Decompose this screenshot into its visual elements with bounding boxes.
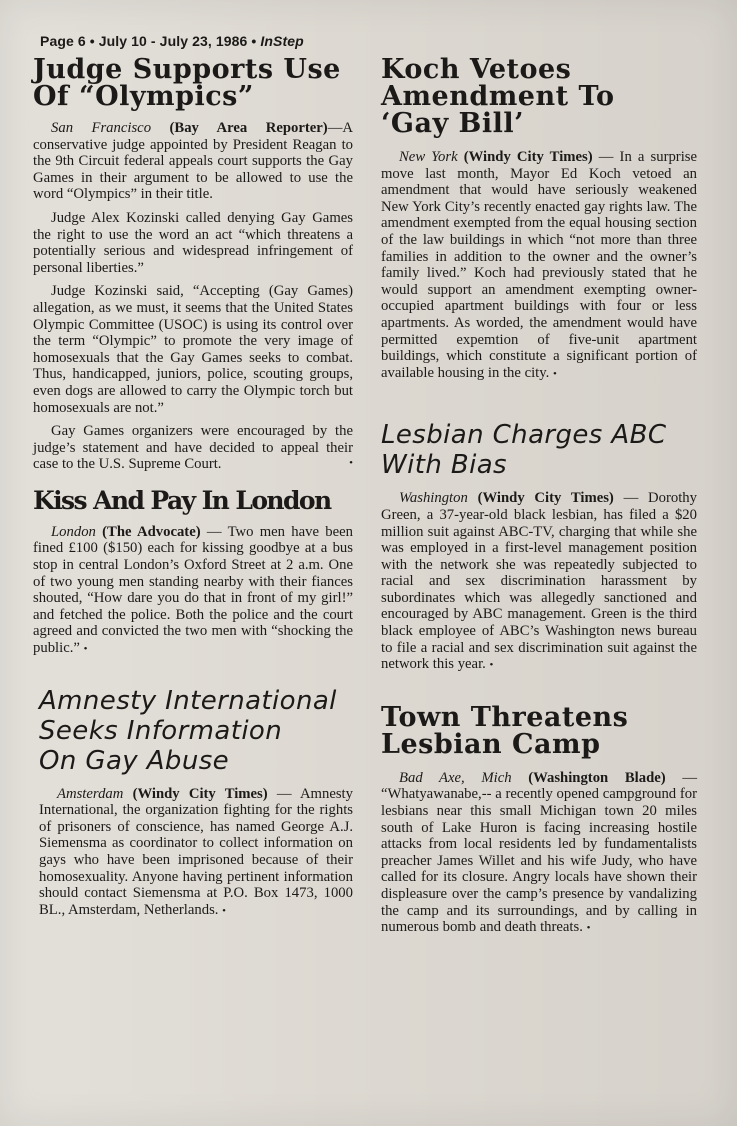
article-abc bbox=[381, 420, 697, 674]
article-paragraph: London (The Advocate) — Two men have been fined £100 ($150) each for kissing goodbye at a bus stop in central London’s Oxford Street at 2 a.m. One of two young men standing nearby with their fiances shouted, “How dare you do that in front of my girl!” and fetched the police. Both the police and the court agreed and convicted the two men with “shocking the public.” • bbox=[33, 523, 354, 657]
article-paragraph: San Francisco (Bay Area Reporter)—A conservative judge appointed by President Reagan to the 9th Circuit federal appeals court supports the Gay Games in their argument to be allowed to use the word “Olympics” in their title. bbox=[33, 120, 353, 203]
dateline-source: (The Advocate) bbox=[102, 523, 201, 540]
folio-separator: • bbox=[251, 33, 257, 49]
end-bullet: • bbox=[222, 904, 227, 917]
dateline-city: Amsterdam bbox=[57, 785, 124, 802]
dateline-city: Bad Axe, Mich bbox=[399, 769, 512, 786]
folio-dates: July 10 - July 23, 1986 bbox=[98, 33, 248, 49]
headline: Lesbian Charges ABC With Bias bbox=[381, 420, 667, 481]
end-bullet: • bbox=[553, 367, 557, 380]
dateline-city: New York bbox=[399, 149, 458, 165]
article-paragraph: Gay Games organizers were encouraged by the judge’s statement and have decided to appeal their case to the U.S. Supreme Court. • bbox=[33, 423, 353, 473]
folio-publication: InStep bbox=[260, 33, 304, 49]
page-folio bbox=[40, 33, 304, 49]
article-paragraph: Amsterdam (Windy City Times) — Amnesty International, the organization fighting for the rights of prisoners of conscience, has named George A.J. Siemensma as coordinator to collect information on gays who have been imprisoned because of their homosexuality. Anyone having pertinent information should contact Siemensma at P.O. Box 1473, 1000 BL., Amsterdam, Netherlands. • bbox=[39, 785, 353, 918]
folio-page: Page 6 bbox=[40, 33, 86, 49]
article-koch bbox=[381, 56, 697, 382]
headline: Kiss And Pay In London bbox=[33, 485, 331, 515]
folio-separator: • bbox=[89, 33, 95, 49]
end-bullet: • bbox=[489, 659, 494, 672]
left-column bbox=[33, 56, 353, 919]
article-kiss bbox=[33, 487, 353, 658]
dateline-source: (Washington Blade) bbox=[528, 769, 666, 786]
article-paragraph: Judge Kozinski said, “Accepting (Gay Games) allegation, as we must, it seems that the United States Olympic Committee (USOC) is using its control over the term “Olympic” to promote the very image of homosexuals that the Gay Games seeks to combat. Thus, handicapped, juniors, police, scouting groups, even dogs are allowed to carry the Olympic torch but homosexuals are not.” bbox=[33, 283, 353, 416]
article-camp bbox=[381, 701, 698, 937]
dateline-city: San Francisco bbox=[51, 120, 152, 136]
article-paragraph: Judge Alex Kozinski called denying Gay Games the right to use the word an act “which threatens a potentially serious and widespread infringement of personal liberties.” bbox=[33, 209, 353, 276]
end-bullet: • bbox=[83, 643, 88, 656]
end-bullet: • bbox=[586, 922, 591, 935]
article-paragraph: Bad Axe, Mich (Washington Blade) — “Whatyawanabe,-- a recently opened campground for lesbians near this small Michigan town 20 miles south of Lake Huron is facing increasing hostile attacks from local residents led by fundamentalists preacher James Willet and his wife Judy, who have called for its closure. Angry locals have shown their displeasure over the camp’s presence by vandalizing the camp and its surroundings, and by calling in numerous bomb and death threats. • bbox=[381, 769, 698, 936]
right-column bbox=[381, 56, 697, 937]
article-olympics bbox=[33, 56, 353, 473]
headline: Amnesty International Seeks Information On Gay Abuse bbox=[39, 685, 337, 776]
dateline-source: (Windy City Times) bbox=[132, 785, 268, 802]
headline: Koch Vetoes Amendment To ‘Gay Bill’ bbox=[381, 54, 615, 139]
dateline-source: (Windy City Times) bbox=[477, 490, 614, 507]
end-bullet: • bbox=[349, 457, 353, 470]
article-paragraph: Washington (Windy City Times) — Dorothy Green, a 37-year-old black lesbian, has filed a $20 million suit against ABC-TV, charging that while she was employed in a first-level management position with the network she was repeatedly subjected to racial and sex discrimination harassment by subordinates which was allegedly sanctioned and encouraged by ABC management. Green is the third black employee of ABC’s Washington news bureau to file a racial and sex discrimination suit against the network this year. • bbox=[381, 490, 697, 673]
article-amnesty bbox=[33, 686, 353, 920]
headline: Judge Supports Use Of “Olympics” bbox=[33, 54, 341, 112]
dateline-source: (Windy City Times) bbox=[463, 149, 593, 165]
headline: Town Threatens Lesbian Camp bbox=[381, 701, 629, 760]
dateline-source: (Bay Area Reporter) bbox=[169, 120, 328, 136]
dateline-city: London bbox=[51, 523, 96, 540]
dateline-city: Washington bbox=[399, 490, 468, 507]
article-paragraph: New York (Windy City Times) — In a surprise move last month, Mayor Ed Koch vetoed an amendment that would have seriously weakened New York City’s recently enacted gay rights law. The amendment exempted from the equal housing section of the law buildings in which “not more than three families in addition to the owner and the owner’s family lived.” Koch had previously stated that he would support an amendment exempting owner-occupied apartment buildings with four or less apartments. As worded, the amendment would have permitted expemtion of five-unit apartment buildings, which constitute a significant portion of available housing in the city. • bbox=[381, 149, 698, 381]
